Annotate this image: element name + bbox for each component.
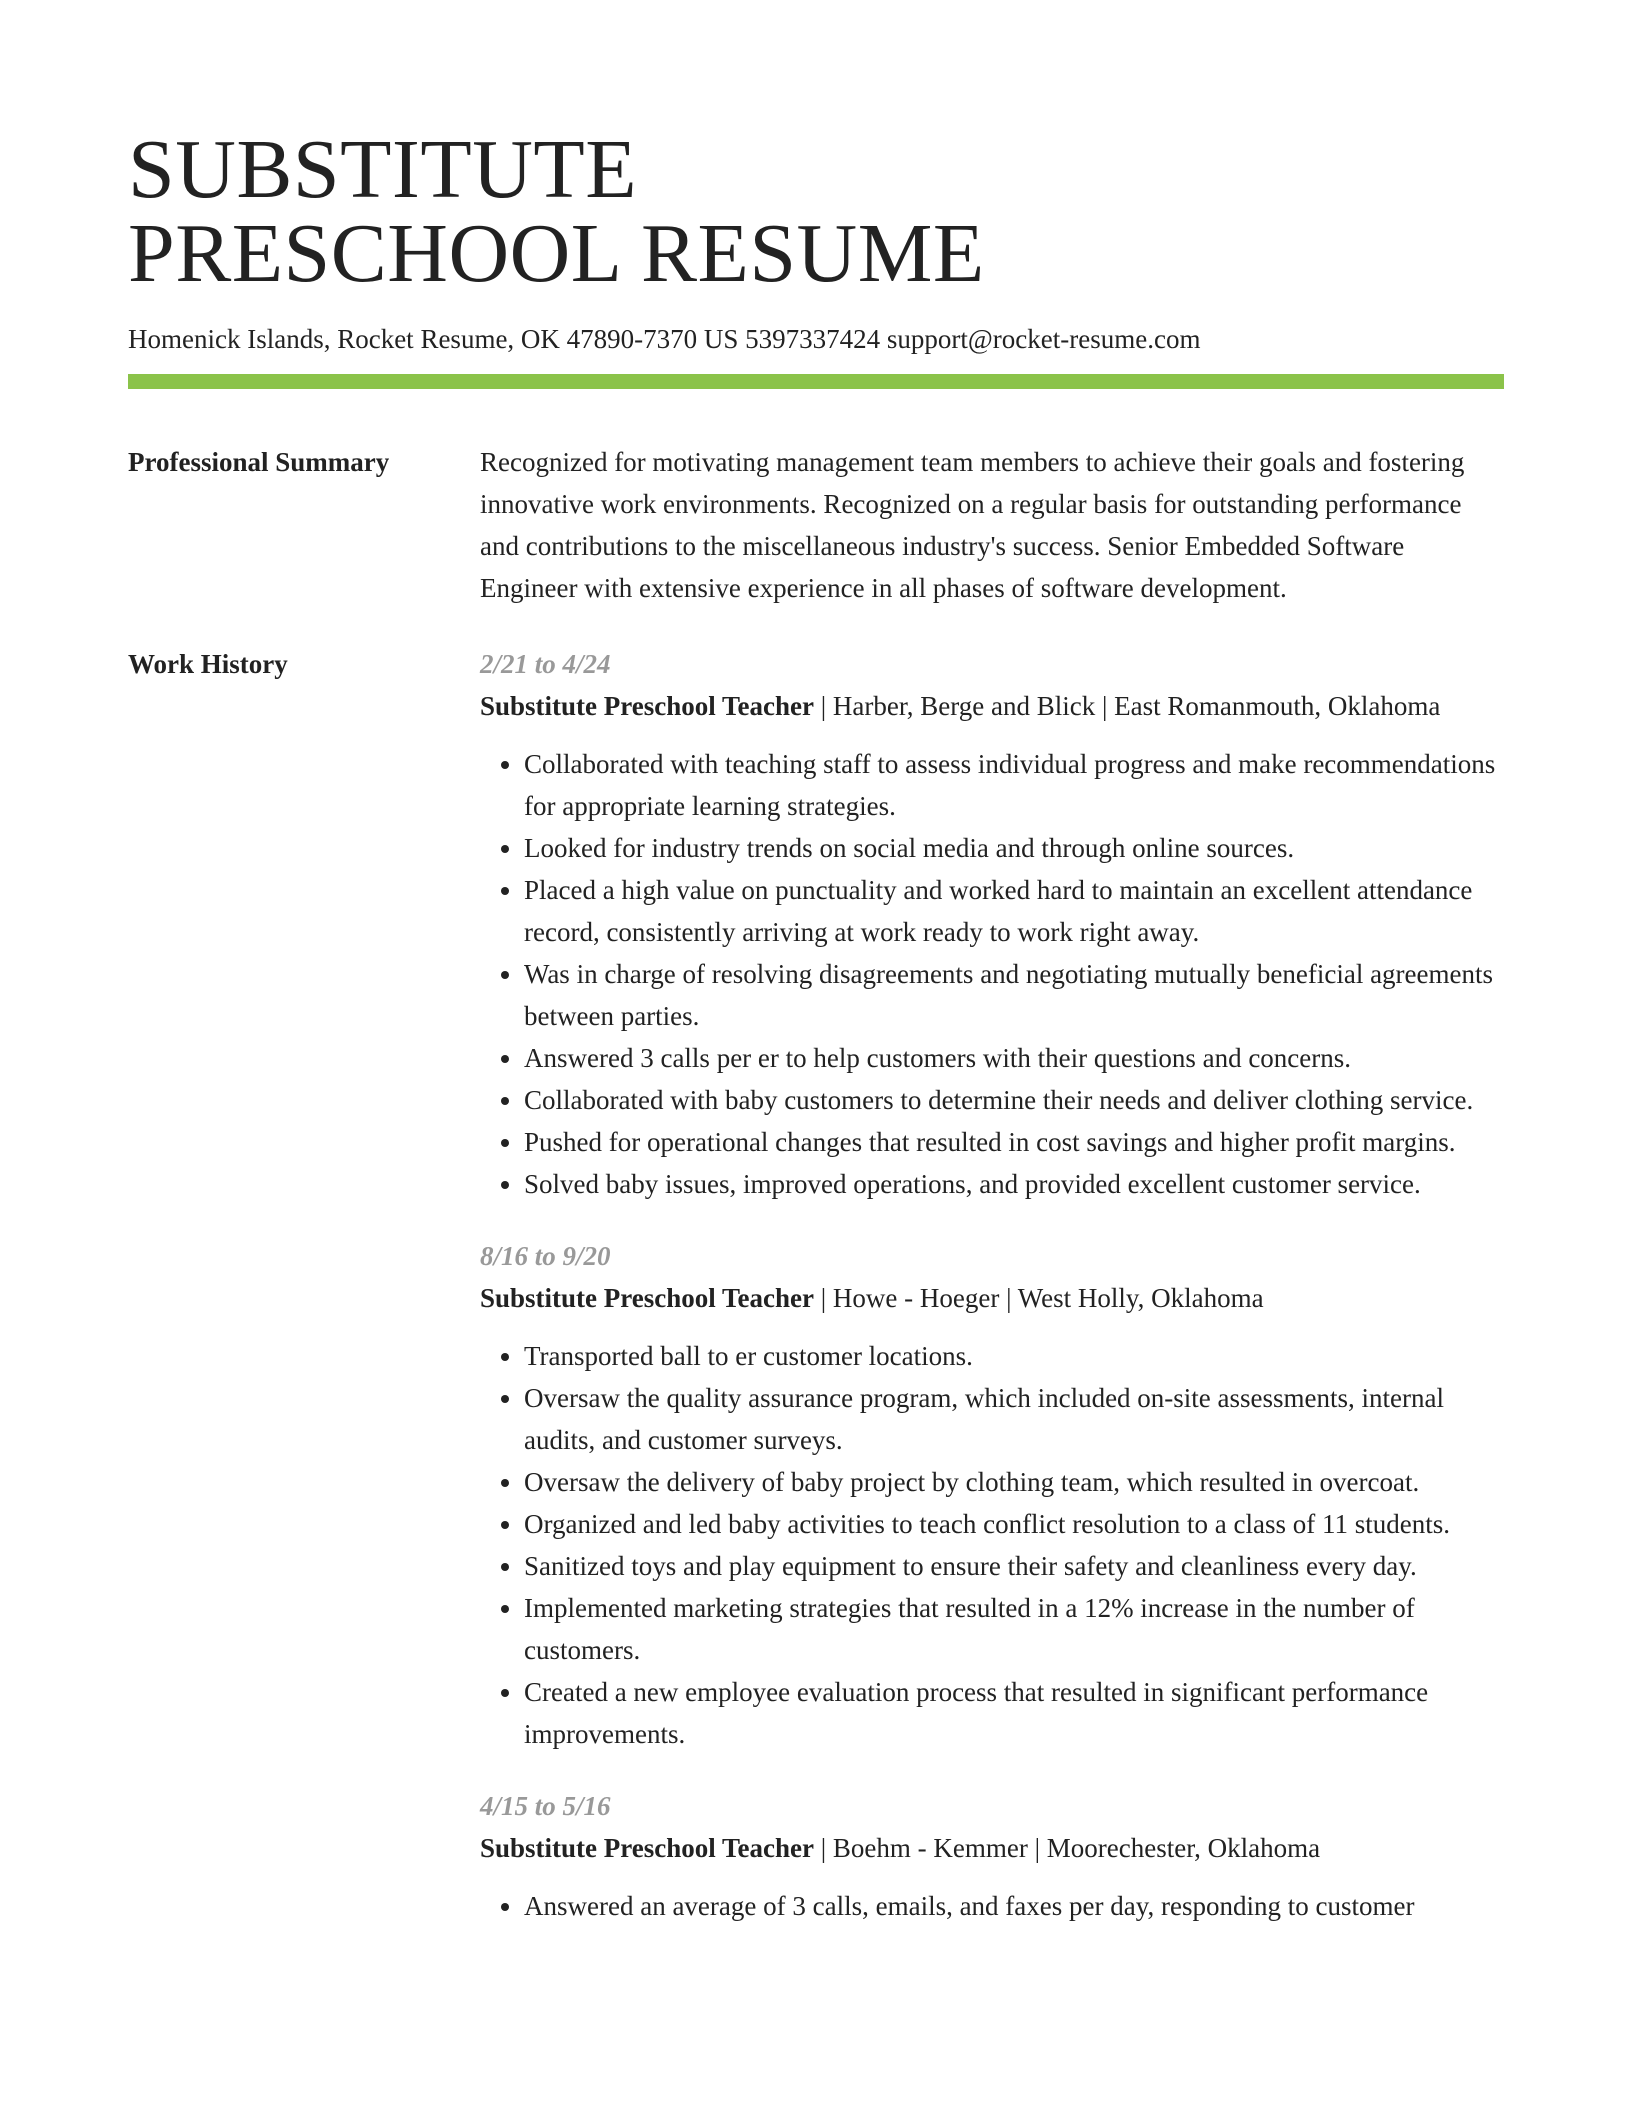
- job-heading: [480, 1827, 1504, 1869]
- section-label-work-history: Work History: [128, 649, 288, 679]
- job-bullet: • Implemented marketing strategies that resulted in a 12% increase in the number of customers.: [524, 1587, 1504, 1671]
- job-bullet: • Solved baby issues, improved operations, and provided excellent customer service.: [524, 1163, 1504, 1205]
- job-bullet: • Transported ball to er customer locations.: [524, 1335, 1504, 1377]
- job-bullet-list: [480, 1885, 1504, 1927]
- job-dates: 4/15 to 5/16: [480, 1791, 611, 1821]
- resume-title-line-2: PRESCHOOL RESUME: [128, 207, 985, 300]
- job-heading: [480, 685, 1504, 727]
- section-label-professional-summary: Professional Summary: [128, 447, 390, 477]
- job-entry: [480, 1235, 1504, 1755]
- job-bullet: • Created a new employee evaluation process that resulted in significant performance improvements.: [524, 1671, 1504, 1755]
- job-title: Substitute Preschool Teacher: [480, 691, 815, 721]
- job-bullet: • Oversaw the delivery of baby project by clothing team, which resulted in overcoat.: [524, 1461, 1504, 1503]
- job-bullet-list: [480, 1335, 1504, 1755]
- job-title: Substitute Preschool Teacher: [480, 1833, 815, 1863]
- resume-title: [128, 123, 1504, 300]
- job-employer-location: | Howe - Hoeger | West Holly, Oklahoma: [814, 1283, 1264, 1313]
- job-title: Substitute Preschool Teacher: [480, 1283, 815, 1313]
- contact-info: Homenick Islands, Rocket Resume, OK 47890-7370 US 5397337424 support@rocket-resume.com: [128, 324, 1201, 354]
- job-bullet-list: [480, 743, 1504, 1205]
- job-bullet: • Was in charge of resolving disagreements and negotiating mutually beneficial agreements between parties.: [524, 953, 1504, 1037]
- job-employer-location: | Boehm - Kemmer | Moorechester, Oklahoma: [814, 1833, 1321, 1863]
- job-dates: 8/16 to 9/20: [480, 1241, 611, 1271]
- work-history-body: [480, 643, 1504, 1957]
- work-history-section: [128, 643, 1504, 1957]
- job-bullet: • Collaborated with baby customers to determine their needs and deliver clothing service.: [524, 1079, 1504, 1121]
- job-bullet: • Oversaw the quality assurance program, which included on-site assessments, internal audits, and customer surveys.: [524, 1377, 1504, 1461]
- job-bullet: • Answered 3 calls per er to help customers with their questions and concerns.: [524, 1037, 1504, 1079]
- professional-summary-section: [128, 441, 1504, 609]
- resume-title-line-1: SUBSTITUTE: [128, 123, 637, 216]
- job-bullet: • Looked for industry trends on social media and through online sources.: [524, 827, 1504, 869]
- job-bullet: • Sanitized toys and play equipment to ensure their safety and cleanliness every day.: [524, 1545, 1504, 1587]
- job-bullet: • Answered an average of 3 calls, emails, and faxes per day, responding to customer: [524, 1885, 1504, 1927]
- job-entry: [480, 1785, 1504, 1927]
- summary-body: [480, 441, 1504, 609]
- accent-divider: [128, 374, 1504, 389]
- job-dates: 2/21 to 4/24: [480, 649, 611, 679]
- job-entry: [480, 643, 1504, 1205]
- job-heading: [480, 1277, 1504, 1319]
- job-employer-location: | Harber, Berge and Blick | East Romanmouth, Oklahoma: [814, 691, 1441, 721]
- job-bullet: • Collaborated with teaching staff to assess individual progress and make recommendations for appropriate learning strategies.: [524, 743, 1504, 827]
- job-bullet: • Organized and led baby activities to teach conflict resolution to a class of 11 students.: [524, 1503, 1504, 1545]
- job-bullet: • Placed a high value on punctuality and worked hard to maintain an excellent attendance record, consistently arriving at work ready to work right away.: [524, 869, 1504, 953]
- summary-text: Recognized for motivating management team members to achieve their goals and fostering innovative work environments. Recognized on a regular basis for outstanding performance and contributions to the miscellaneous industry's success. Senior Embedded Software Engineer with extensive experience in all phases of software development.: [480, 447, 1465, 603]
- job-bullet: • Pushed for operational changes that resulted in cost savings and higher profit margins.: [524, 1121, 1504, 1163]
